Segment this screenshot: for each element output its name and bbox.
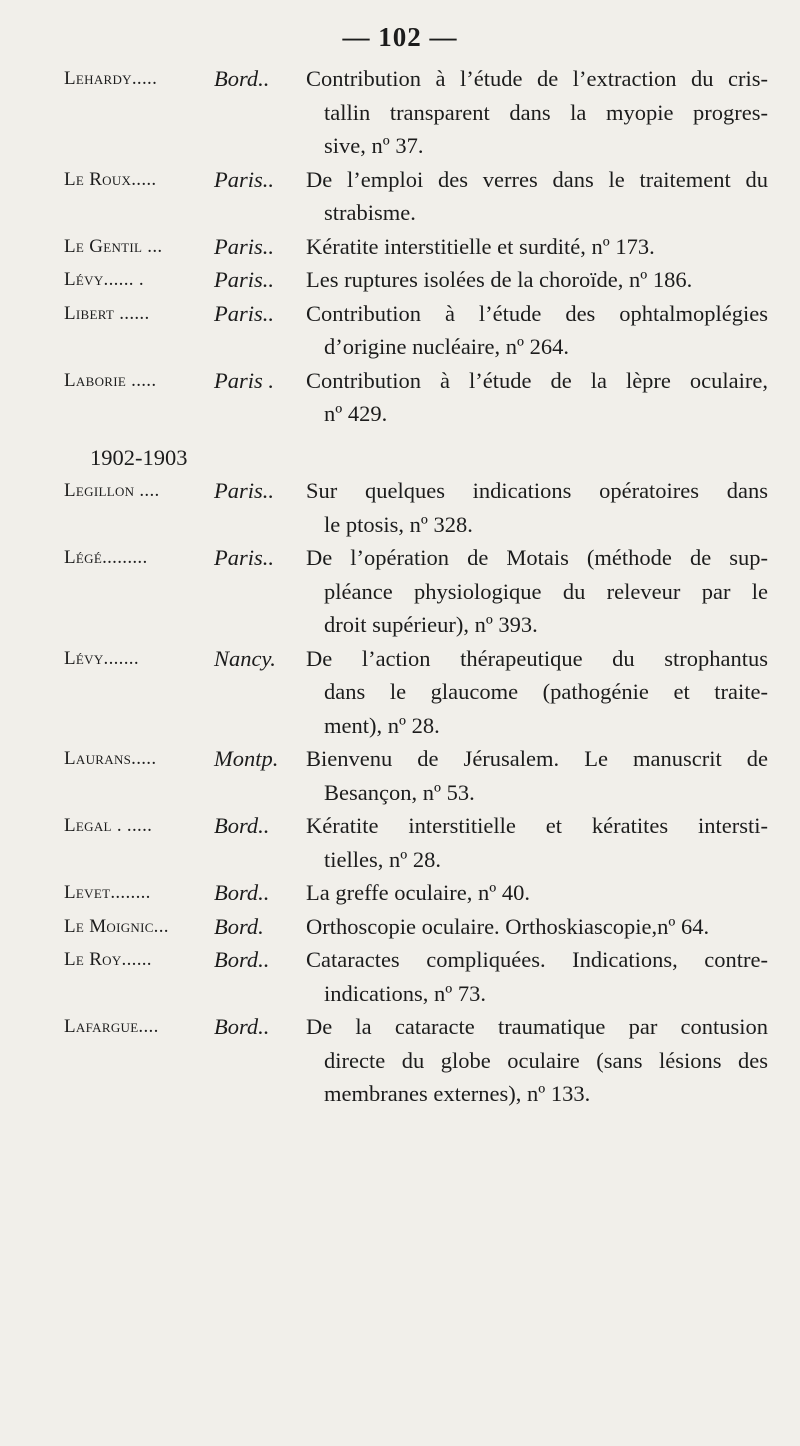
author-name: Laurans..... bbox=[64, 748, 157, 769]
university-city: Bord. bbox=[214, 913, 264, 939]
author-name: Levet........ bbox=[64, 882, 151, 903]
bibliography-entry bbox=[0, 541, 800, 642]
university-city: Paris.. bbox=[214, 267, 275, 292]
university-city: Paris . bbox=[214, 367, 275, 393]
bibliography-entry bbox=[0, 364, 800, 431]
entry-line bbox=[0, 943, 800, 977]
university-city: Montp. bbox=[214, 746, 279, 771]
entry-line bbox=[0, 809, 800, 843]
university-city: Paris.. bbox=[214, 545, 275, 570]
thesis-title: De l’emploi des verres dans le traitement du bbox=[306, 166, 768, 192]
entry-line bbox=[0, 776, 800, 810]
thesis-title: Orthoscopie oculaire. Orthoskiascopie,nº 64. bbox=[306, 913, 710, 939]
entry-line bbox=[0, 843, 800, 877]
university-city: Nancy. bbox=[214, 645, 276, 671]
entries-group-2 bbox=[0, 474, 800, 1111]
thesis-title: Kératite interstitielle et kératites intersti- bbox=[306, 813, 768, 838]
spacer bbox=[0, 431, 800, 441]
entries-list bbox=[0, 62, 800, 1111]
bibliography-entry bbox=[0, 809, 800, 876]
year-heading-row bbox=[0, 441, 800, 475]
thesis-title: Les ruptures isolées de la choroïde, nº 186. bbox=[306, 267, 693, 292]
university-city: Paris.. bbox=[214, 478, 275, 503]
entry-line bbox=[0, 541, 800, 575]
bibliography-entry bbox=[0, 297, 800, 364]
bibliography-entry bbox=[0, 876, 800, 910]
thesis-title-continuation: directe du globe oculaire (sans lésions des bbox=[324, 1047, 768, 1073]
thesis-title: De l’action thérapeutique du strophantus bbox=[306, 645, 768, 671]
thesis-title-continuation: pléance physiologique du releveur par le bbox=[324, 578, 768, 604]
entry-line bbox=[0, 709, 800, 743]
entry-line bbox=[0, 397, 800, 431]
bibliography-entry bbox=[0, 642, 800, 743]
author-name: Légé......... bbox=[64, 547, 148, 568]
university-city: Bord.. bbox=[214, 1014, 270, 1039]
bibliography-entry bbox=[0, 230, 800, 264]
thesis-title-continuation: tallin transparent dans la myopie progres- bbox=[324, 99, 768, 125]
thesis-title-continuation: indications, nº 73. bbox=[324, 980, 486, 1006]
author-name: Le Moignic... bbox=[64, 915, 169, 937]
entry-line bbox=[0, 977, 800, 1011]
author-name: Lafargue.... bbox=[64, 1016, 159, 1037]
thesis-title: Bienvenu de Jérusalem. Le manuscrit de bbox=[306, 746, 768, 771]
university-city: Paris.. bbox=[214, 300, 275, 326]
entries-group-1 bbox=[0, 62, 800, 431]
entry-line bbox=[0, 1077, 800, 1111]
author-name: Laborie ..... bbox=[64, 369, 157, 391]
university-city: Paris.. bbox=[214, 166, 275, 192]
university-city: Bord.. bbox=[214, 66, 270, 91]
thesis-title: Contribution à l’étude des ophtalmoplégies bbox=[306, 300, 768, 326]
bibliography-entry bbox=[0, 742, 800, 809]
entry-line bbox=[0, 474, 800, 508]
thesis-title-continuation: sive, nº 37. bbox=[324, 133, 424, 158]
entry-line bbox=[0, 675, 800, 709]
thesis-title-continuation: tielles, nº 28. bbox=[324, 846, 441, 872]
entry-line bbox=[0, 263, 800, 297]
university-city: Bord.. bbox=[214, 880, 270, 905]
page-number: — 102 — bbox=[342, 22, 458, 52]
author-name: Lévy....... bbox=[64, 647, 139, 669]
entry-line bbox=[0, 575, 800, 609]
author-name: Le Roy...... bbox=[64, 949, 152, 970]
thesis-title: Kératite interstitielle et surdité, nº 173. bbox=[306, 233, 655, 259]
entry-line bbox=[0, 876, 800, 910]
author-name: Lehardy..... bbox=[64, 68, 158, 89]
author-name: Le Roux..... bbox=[64, 168, 157, 190]
university-city: Bord.. bbox=[214, 813, 270, 838]
entry-line bbox=[0, 608, 800, 642]
entry-line bbox=[0, 364, 800, 398]
author-name: Lévy...... . bbox=[64, 269, 144, 290]
university-city: Bord.. bbox=[214, 947, 270, 972]
author-name: Legal . ..... bbox=[64, 815, 153, 836]
thesis-title: Cataractes compliquées. Indications, contre- bbox=[306, 947, 768, 972]
entry-line bbox=[0, 96, 800, 130]
entry-line bbox=[0, 508, 800, 542]
bibliography-entry bbox=[0, 910, 800, 944]
thesis-title: Sur quelques indications opératoires dans bbox=[306, 478, 768, 503]
thesis-title-continuation: nº 429. bbox=[324, 401, 388, 426]
thesis-title: De la cataracte traumatique par contusion bbox=[306, 1014, 768, 1039]
bibliography-entry bbox=[0, 474, 800, 541]
entry-line bbox=[0, 129, 800, 163]
author-name: Le Gentil ... bbox=[64, 235, 163, 257]
thesis-title-continuation: le ptosis, nº 328. bbox=[324, 511, 473, 537]
entry-line bbox=[0, 910, 800, 944]
thesis-title: Contribution à l’étude de l’extraction du cris- bbox=[306, 66, 768, 91]
university-city: Paris.. bbox=[214, 233, 275, 259]
thesis-title-continuation: strabisme. bbox=[324, 200, 416, 225]
thesis-title: De l’opération de Motais (méthode de sup- bbox=[306, 545, 768, 570]
author-name: Legillon .... bbox=[64, 480, 160, 501]
thesis-title-continuation: dans le glaucome (pathogénie et traite- bbox=[324, 679, 768, 704]
thesis-title: Contribution à l’étude de la lèpre oculaire, bbox=[306, 367, 768, 393]
entry-line bbox=[0, 297, 800, 331]
thesis-title: La greffe oculaire, nº 40. bbox=[306, 880, 530, 905]
entry-line bbox=[0, 1044, 800, 1078]
author-name: Libert ...... bbox=[64, 302, 150, 324]
entry-line bbox=[0, 1010, 800, 1044]
entry-line bbox=[0, 163, 800, 197]
entry-line bbox=[0, 196, 800, 230]
thesis-title-continuation: ment), nº 28. bbox=[324, 712, 440, 738]
entry-line bbox=[0, 62, 800, 96]
thesis-title-continuation: droit supérieur), nº 393. bbox=[324, 612, 538, 637]
thesis-title-continuation: Besançon, nº 53. bbox=[324, 779, 475, 805]
bibliography-entry bbox=[0, 163, 800, 230]
thesis-title-continuation: membranes externes), nº 133. bbox=[324, 1081, 591, 1106]
entry-line bbox=[0, 230, 800, 264]
entry-line bbox=[0, 642, 800, 676]
entry-line bbox=[0, 742, 800, 776]
entry-line bbox=[0, 330, 800, 364]
year-heading: 1902-1903 bbox=[90, 444, 188, 470]
thesis-title-continuation: d’origine nucléaire, nº 264. bbox=[324, 334, 570, 359]
bibliography-entry bbox=[0, 943, 800, 1010]
bibliography-entry bbox=[0, 1010, 800, 1111]
bibliography-entry bbox=[0, 263, 800, 297]
bibliography-entry bbox=[0, 62, 800, 163]
